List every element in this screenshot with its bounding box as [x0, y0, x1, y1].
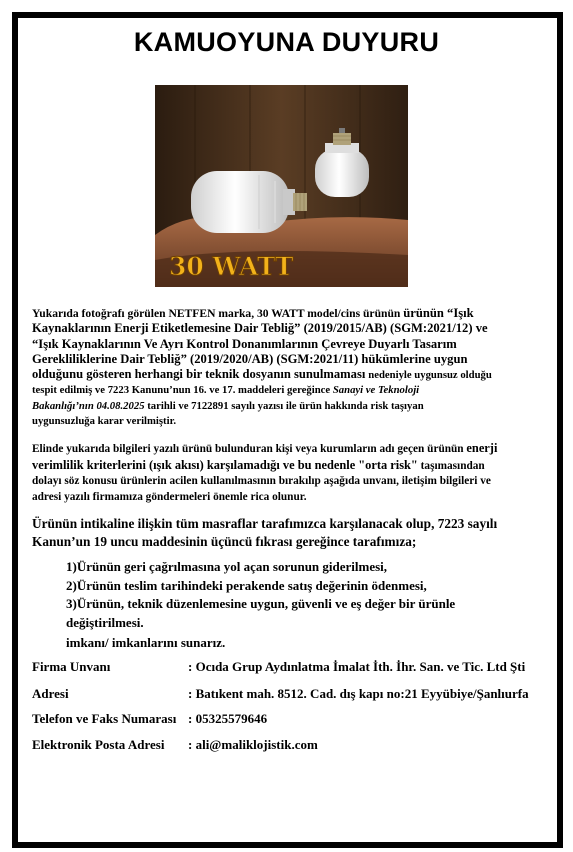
p1-line6-a: tespit edilmiş ve 7223 Kanunu’nun 16. ve 17. maddeleri gereğince [32, 384, 331, 397]
p1-line5-a: olduğunu gösteren herhangi bir teknik dosyanın sunulmaması [32, 367, 366, 382]
p1-line7-b: tarihli ve 7122891 sayılı yazısı ile ürün hakkında risk taşıyan [147, 399, 424, 412]
photo-caption: 30 WATT [169, 252, 294, 281]
contact-label: Adresi [32, 686, 69, 701]
contact-value: : Batıkent mah. 8512. Cad. dış kapı no:21 Eyyübiye/Şanlıurfa [188, 686, 529, 701]
contact-value: : Ocıda Grup Aydınlatma İmalat İth. İhr. San. ve Tic. Ltd Şti [188, 659, 526, 674]
p2-line1-a: Elinde yukarıda bilgileri yazılı ürünü bulunduran kişi veya kurumların adı geçen ürünün [32, 443, 464, 455]
announcement-paragraph-1 [32, 306, 539, 429]
offer-text: imkanı/ imkanlarını sunarız. [66, 635, 226, 650]
p1-line5-b: nedeniyle uygunsuz olduğu [368, 369, 492, 382]
p1-line3: “Işık Kaynaklarının Ve Ayrı Kontrol Donanımlarının Çevreye Duyarlı Tasarım [32, 336, 457, 351]
list-item: 3)Ürünün, teknik düzenlemesine uygun, güvenli ve eş değer bir ürünle [66, 596, 456, 612]
led-bulbs-illustration [155, 85, 408, 287]
contact-label: Firma Unvanı [32, 659, 111, 674]
p1-line1-b: ürünün “Işık [403, 306, 474, 320]
list-item: 1)Ürünün geri çağrılmasına yol açan sorunun giderilmesi, [66, 559, 388, 574]
p2-line2-a: verimlilik kriterlerini (ışık akısı) karşılamadığı ve bu nedenle "orta risk" [32, 457, 418, 472]
list-item: 2)Ürünün teslim tarihindeki perakende satış değerinin ödenmesi, [66, 577, 427, 593]
p1-line1-a: Yukarıda fotoğrafı görülen NETFEN marka, 30 WATT model/cins ürünün [32, 307, 401, 320]
announcement-paragraph-3 [32, 515, 539, 550]
p1-line7-italic: Bakanlığı’nın 04.08.2025 [32, 399, 145, 412]
p3-line2: Kanun’un 19 uncu maddesinin üçüncü fıkrası gereğince tarafımıza; [32, 533, 417, 549]
contact-label: Elektronik Posta Adresi [32, 737, 165, 752]
contact-value: : 05325579646 [188, 711, 268, 726]
p1-line2: Kaynaklarının Enerji Etiketlemesine Dair Tebliğ” (2019/2015/AB) (SGM:2021/12) ve [32, 321, 488, 336]
announcement-paragraph-2 [32, 441, 539, 505]
p1-line8: uygunsuzluğa karar verilmiştir. [32, 415, 176, 428]
list-item: değiştirilmesi. [66, 614, 144, 630]
page-title: KAMUOYUNA DUYURU [133, 27, 440, 57]
product-photo [155, 85, 408, 287]
p2-line2-b: taşımasından [420, 459, 485, 472]
p2-line4: adresi yazılı firmamıza göndermeleri önemle rica olunur. [32, 490, 307, 503]
p1-line6-italic: Sanayi ve Teknoloji [332, 384, 420, 397]
p1-line4: Gerekliliklerine Dair Tebliğ” (2019/2020/AB) (SGM:2021/11) hükümlerine uygun [32, 351, 468, 366]
contact-label: Telefon ve Faks Numarası [32, 711, 177, 726]
remedy-list [66, 558, 539, 632]
p3-line1: Ürünün intikaline ilişkin tüm masraflar tarafımızca karşılanacak olup, 7223 sayılı [32, 516, 498, 531]
p2-line1-b: enerji [466, 441, 498, 455]
p2-line3: dolayı söz konusu ürünlerin acilen kullanılmasının bırakılıp aşağıda unvanı, iletişim bilgileri ve [32, 475, 491, 487]
contact-value: : ali@maliklojistik.com [188, 737, 318, 752]
